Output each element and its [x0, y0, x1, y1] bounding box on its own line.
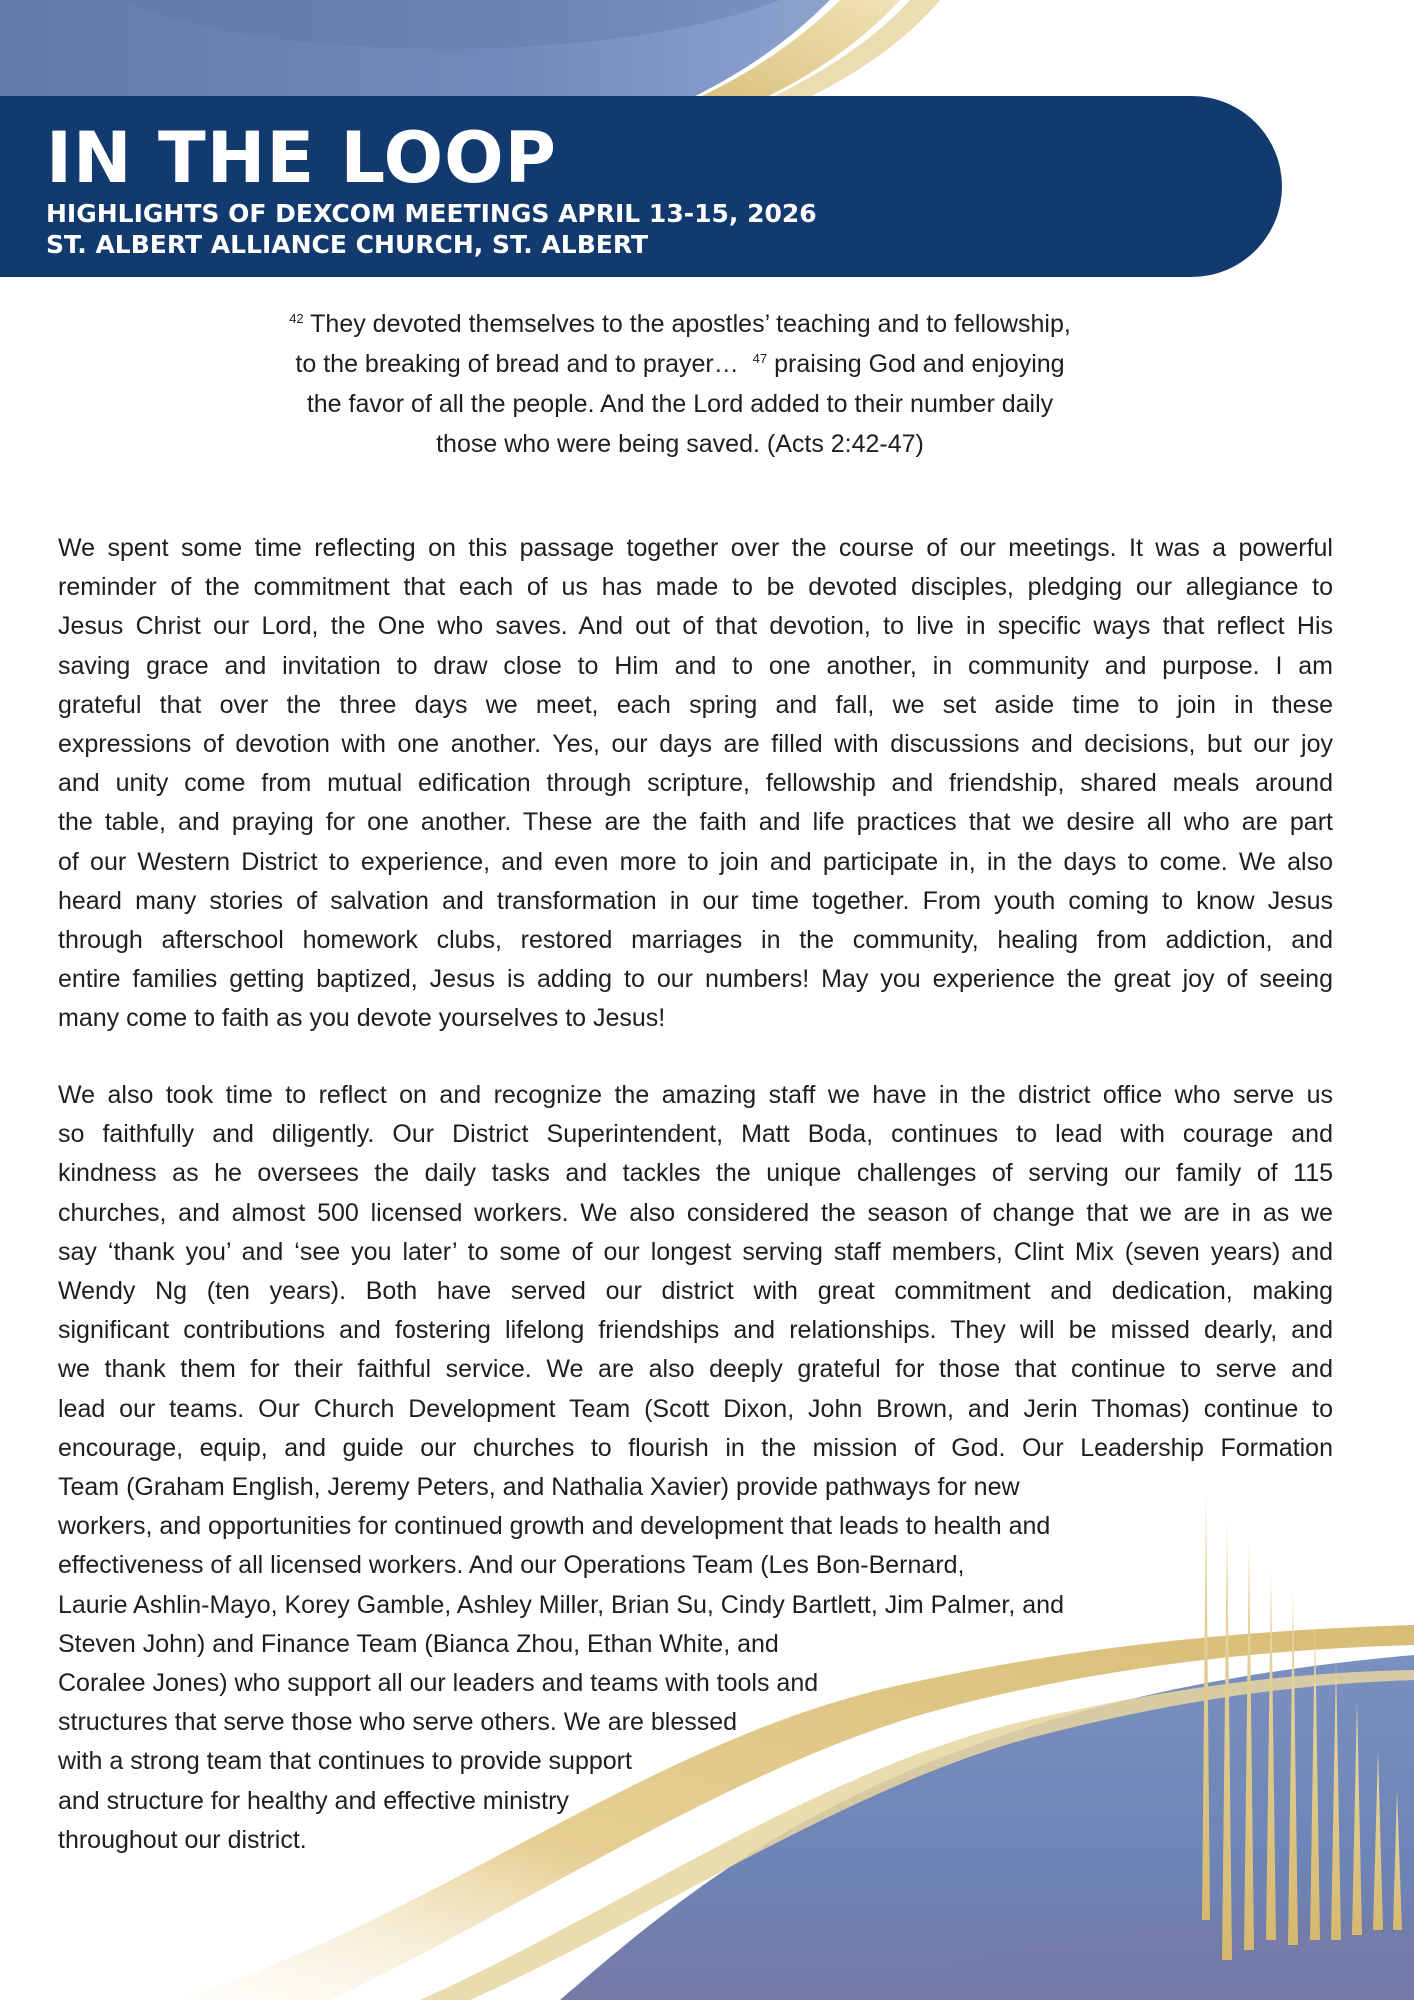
paragraph-line: Jesus Christ our Lord, the One who saves. And out of that devotion, to live in specific ways that reflect His [58, 612, 1333, 641]
paragraph-line: and unity come from mutual edification through scripture, fellowship and friendship, shared meals around [58, 769, 1333, 798]
body-paragraph-1 [58, 529, 1333, 1039]
paragraph-line: structures that serve those who serve others. We are blessed [58, 1708, 738, 1737]
paragraph-line: of our Western District to experience, and even more to join and participate in, in the days to come. We also [58, 847, 1333, 876]
newsletter-subtitle [46, 198, 817, 260]
paragraph-line: many come to faith as you devote yourselves to Jesus! [58, 1004, 666, 1033]
paragraph-line: so faithfully and diligently. Our District Superintendent, Matt Boda, continues to lead with courage and [58, 1120, 1333, 1149]
paragraph-line: Coralee Jones) who support all our leaders and teams with tools and [58, 1669, 819, 1698]
paragraph-line: through afterschool homework clubs, restored marriages in the community, healing from addiction, and [58, 926, 1333, 955]
paragraph-line: entire families getting baptized, Jesus is adding to our numbers! May you experience the great joy of seeing [58, 965, 1333, 994]
paragraph-line: encourage, equip, and guide our churches to flourish in the mission of God. Our Leadership Formation [58, 1433, 1333, 1462]
scripture-quote [230, 304, 1130, 464]
meeting-dates-line: HIGHLIGHTS OF DEXCOM MEETINGS APRIL 13-15, 2026 [46, 199, 817, 228]
verse-number-42: 42 [289, 311, 304, 326]
meeting-location-line: ST. ALBERT ALLIANCE CHURCH, ST. ALBERT [46, 230, 649, 259]
paragraph-line: say ‘thank you’ and ‘see you later’ to some of our longest serving staff members, Clint Mix (seven years) and [58, 1237, 1333, 1266]
newsletter-title: IN THE LOOP [46, 117, 557, 199]
paragraph-line: heard many stories of salvation and transformation in our time together. From youth coming to know Jesus [58, 886, 1333, 915]
verse-line-2: to the breaking of bread and to prayer… $^{47}$ praising God and enjoying [295, 350, 1065, 378]
paragraph-line: We spent some time reflecting on this passage together over the course of our meetings. It was a powerful [58, 534, 1333, 562]
paragraph-line: the table, and praying for one another. These are the faith and life practices that we desire all who are part [58, 808, 1333, 837]
paragraph-line: We also took time to reflect on and recognize the amazing staff we have in the district office who serve us [58, 1081, 1333, 1109]
paragraph-line: significant contributions and fostering lifelong friendships and relationships. They will be missed dearly, and [58, 1316, 1333, 1345]
paragraph-line: grateful that over the three days we meet, each spring and fall, we set aside time to join in these [58, 690, 1333, 719]
verse-line-1: $^{42}$ They devoted themselves to the apostles’ teaching and to fellowship, [289, 310, 1071, 338]
paragraph-line: with a strong team that continues to provide support [58, 1747, 632, 1776]
verse-line-4: those who were being saved. (Acts 2:42-47) [436, 430, 924, 458]
paragraph-line: Wendy Ng (ten years). Both have served our district with great commitment and dedication, making [58, 1277, 1333, 1306]
paragraph-line: lead our teams. Our Church Development Team (Scott Dixon, John Brown, and Jerin Thomas) continue to [58, 1394, 1333, 1423]
paragraph-line: Team (Graham English, Jeremy Peters, and Nathalia Xavier) provide pathways for new [58, 1473, 1020, 1502]
paragraph-line: churches, and almost 500 licensed workers. We also considered the season of change that we are in as we [58, 1198, 1333, 1227]
paragraph-line: saving grace and invitation to draw close to Him and to one another, in community and purpose. I am [58, 651, 1333, 680]
body-paragraph-2 [58, 1076, 1333, 1860]
paragraph-line: we thank them for their faithful service. We are also deeply grateful for those that continue to serve and [58, 1355, 1333, 1384]
paragraph-line: Laurie Ashlin-Mayo, Korey Gamble, Ashley Miller, Brian Su, Cindy Bartlett, Jim Palmer, and [58, 1590, 1064, 1619]
paragraph-line: kindness as he oversees the daily tasks and tackles the unique challenges of serving our family of 115 [58, 1159, 1333, 1188]
paragraph-line: reminder of the commitment that each of us has made to be devoted disciples, pledging our allegiance to [58, 573, 1333, 602]
paragraph-line: and structure for healthy and effective ministry [58, 1786, 569, 1815]
paragraph-line: expressions of devotion with one another. Yes, our days are filled with discussions and decisions, but our joy [58, 730, 1333, 759]
paragraph-line: throughout our district. [58, 1825, 307, 1854]
verse-line-3: the favor of all the people. And the Lord added to their number daily [306, 390, 1054, 418]
paragraph-line: Steven John) and Finance Team (Bianca Zhou, Ethan White, and [58, 1629, 779, 1658]
verse-number-47: 47 [752, 351, 768, 366]
paragraph-line: workers, and opportunities for continued growth and development that leads to health and [58, 1512, 1051, 1541]
paragraph-line: effectiveness of all licensed workers. And our Operations Team (Les Bon-Bernard, [58, 1551, 965, 1580]
